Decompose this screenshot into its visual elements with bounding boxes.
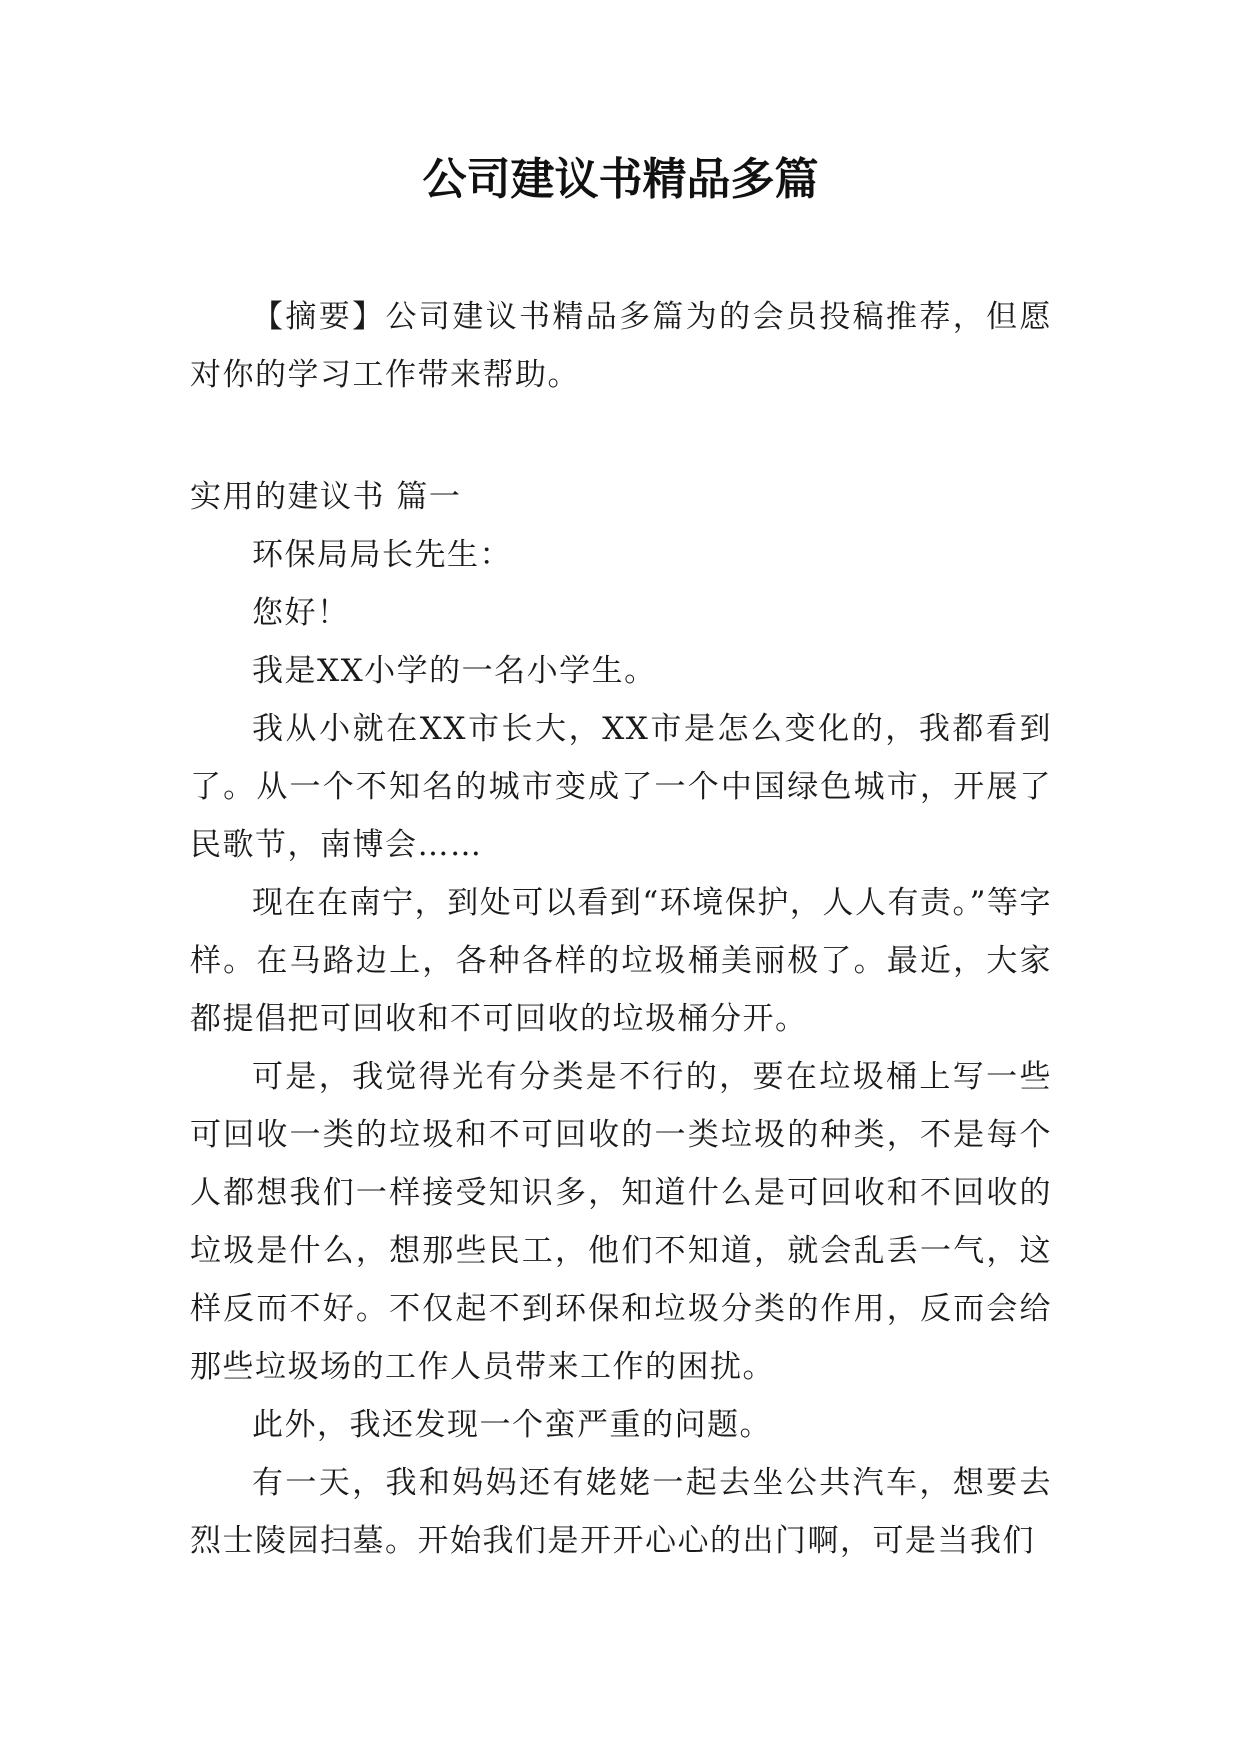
section-heading: 实用的建议书 篇一 — [190, 479, 462, 515]
body-paragraph: 我从小就在XX市长大，XX市是怎么变化的，我都看到了。从一个不知名的城市变成了一个中国绿色城市，开展了民歌节，南博会…… — [190, 711, 1052, 863]
body-paragraph: 可是，我觉得光有分类是不行的，要在垃圾桶上写一些可回收一类的垃圾和不可回收的一类垃圾的种类，不是每个人都想我们一样接受知识多，知道什么是可回收和不回收的垃圾是什么，想那些民工，他们不知道，就会乱丢一气，这样反而不好。不仅起不到环保和垃圾分类的作用，反而会给那些垃圾场的工作人员带来工作的困扰。 — [190, 1059, 1052, 1385]
body-paragraph: 环保局局长先生： — [252, 537, 512, 573]
body-paragraph: 您好！ — [252, 595, 350, 631]
spacer — [190, 404, 1052, 468]
body-paragraph: 现在在南宁，到处可以看到“环境保护，人人有责。”等字样。在马路边上，各种各样的垃圾桶美丽极了。最近，大家都提倡把可回收和不可回收的垃圾桶分开。 — [190, 885, 1052, 1037]
body-paragraph: 此外，我还发现一个蛮严重的问题。 — [252, 1407, 772, 1443]
document-body — [190, 288, 1052, 1570]
abstract-paragraph: 【摘要】公司建议书精品多篇为的会员投稿推荐，但愿对你的学习工作带来帮助。 — [190, 299, 1052, 393]
body-paragraph: 我是XX小学的一名小学生。 — [252, 653, 657, 689]
body-paragraph: 有一天，我和妈妈还有姥姥一起去坐公共汽车，想要去烈士陵园扫墓。开始我们是开开心心的出门啊，可是当我们 — [190, 1465, 1052, 1559]
document-title: 公司建议书精品多篇 — [422, 154, 819, 205]
